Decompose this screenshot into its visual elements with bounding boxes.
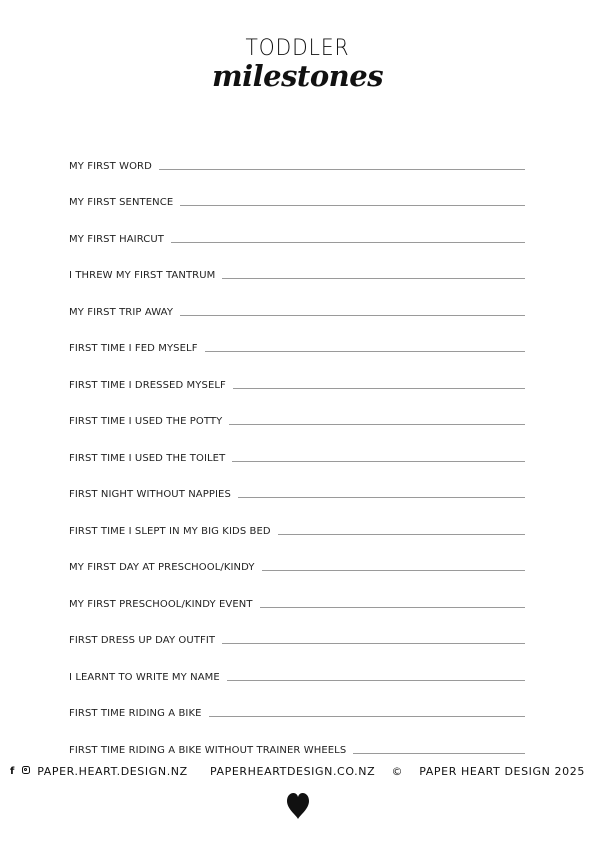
milestone-write-line [171,242,525,243]
milestone-label: FIRST TIME I DRESSED MYSELF [69,379,226,391]
milestone-row [69,574,525,611]
milestone-write-line [222,643,525,644]
footer [0,764,595,778]
milestone-row [69,647,525,684]
milestone-write-line [278,534,525,535]
milestone-write-line [238,497,525,498]
milestone-label: MY FIRST DAY AT PRESCHOOL/KINDY [69,562,255,573]
milestone-write-line [353,753,525,754]
milestone-write-line [205,351,525,352]
milestone-row [69,282,525,319]
milestone-row [69,319,525,356]
milestone-label: MY FIRST HAIRCUT [69,233,164,245]
milestone-label: FIRST TIME I SLEPT IN MY BIG KIDS BED [69,525,271,537]
copyright-symbol: © [391,764,404,778]
page-title: TODDLER [245,36,350,61]
milestone-write-line [159,169,525,170]
milestone-label: FIRST NIGHT WITHOUT NAPPIES [69,489,231,500]
milestone-row [69,465,525,502]
milestone-write-line [262,570,525,571]
milestone-label: I LEARNT TO WRITE MY NAME [69,671,220,683]
milestone-label: MY FIRST TRIP AWAY [69,306,174,318]
milestone-write-line [233,388,525,389]
milestone-row [69,501,525,538]
milestone-label: MY FIRST WORD [69,160,152,172]
website-link: PAPERHEARTDESIGN.CO.NZ [209,764,376,778]
page-header [0,36,595,92]
facebook-icon: f [10,765,15,777]
milestone-write-line [180,205,525,206]
milestone-row [69,538,525,575]
milestone-write-line [260,607,525,608]
milestone-label: FIRST DRESS UP DAY OUTFIT [69,635,216,646]
milestone-label: FIRST TIME RIDING A BIKE [69,708,202,719]
milestone-label: MY FIRST PRESCHOOL/KINDY EVENT [69,598,253,610]
instagram-icon [22,766,30,774]
milestone-row [69,684,525,721]
milestone-row [69,428,525,465]
milestone-label: MY FIRST SENTENCE [69,197,174,208]
milestone-label: I THREW MY FIRST TANTRUM [69,270,216,281]
milestone-write-line [232,461,525,462]
milestone-row [69,392,525,429]
milestone-write-line [222,278,525,279]
milestone-write-line [229,424,525,425]
milestone-label: FIRST TIME I FED MYSELF [69,343,198,354]
milestone-label: FIRST TIME RIDING A BIKE WITHOUT TRAINER WHEELS [69,744,347,756]
milestone-write-line [227,680,525,681]
milestone-write-line [209,716,525,717]
milestone-row [69,209,525,246]
milestone-label: FIRST TIME I USED THE POTTY [69,416,223,427]
milestone-row [69,246,525,283]
milestone-row [69,173,525,210]
milestone-write-line [180,315,525,316]
social-handle: PAPER.HEART.DESIGN.NZ [37,764,188,778]
heart-icon [286,792,310,820]
milestone-row [69,611,525,648]
milestone-row [69,355,525,392]
milestone-row [69,136,525,173]
milestone-row [69,720,525,757]
copyright-text: PAPER HEART DESIGN 2025 [419,764,585,778]
milestone-list [69,136,525,757]
milestone-label: FIRST TIME I USED THE TOILET [69,452,226,464]
page-subtitle-script: milestones [211,59,384,93]
